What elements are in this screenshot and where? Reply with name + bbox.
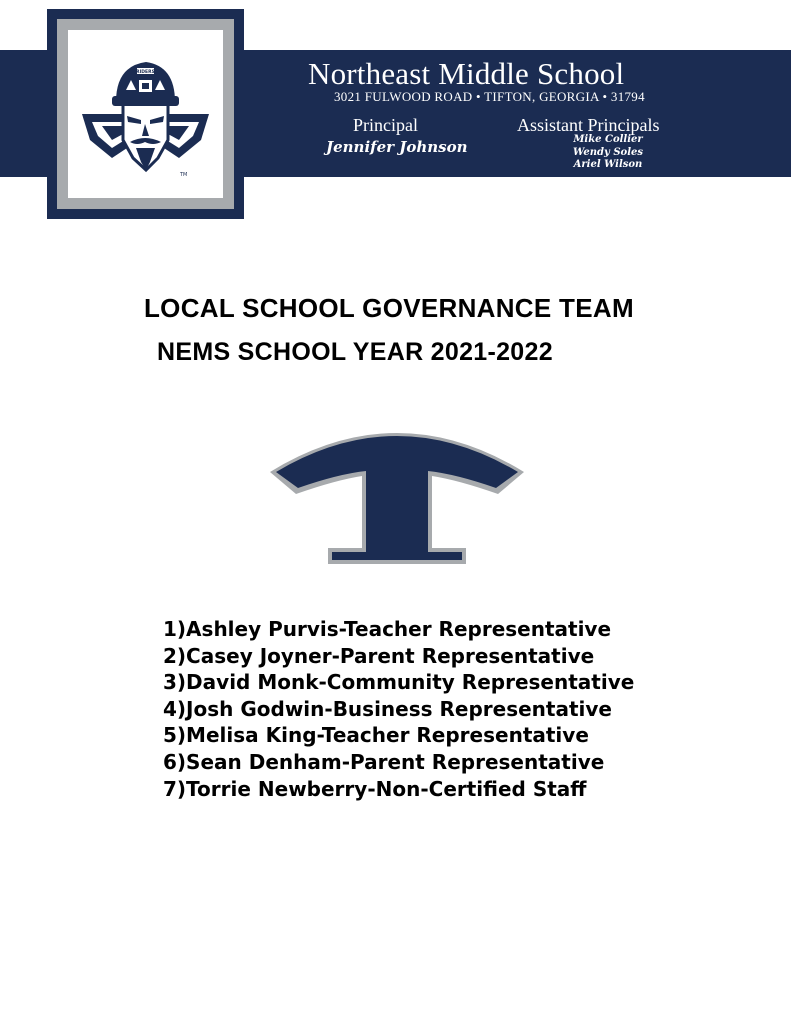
logo-border [57,19,234,209]
list-item: 2)Casey Joyner-Parent Representative [163,643,595,668]
logo-frame [47,9,244,219]
document-subtitle: NEMS SCHOOL YEAR 2021-2022 [157,338,553,366]
list-item: 1)Ashley Purvis-Teacher Representative [163,617,612,641]
assistant-principal-name: Mike Collier [573,134,643,145]
school-name: Northeast Middle School [308,56,625,91]
principal-label: Principal [353,115,418,135]
block-t-logo-icon [268,424,526,566]
assistant-principal-name: Ariel Wilson [573,159,643,170]
school-address: 3021 FULWOOD ROAD • TIFTON, GEORGIA • 31794 [334,89,645,104]
assistant-principals-label: Assistant Principals [517,115,660,135]
svg-text:TM: TM [180,172,188,178]
team-members-list [163,616,634,802]
svg-text:RIDERS: RIDERS [136,70,155,75]
list-item: 4)Josh Godwin-Business Representative [163,696,612,721]
list-item: 5)Melisa King-Teacher Representative [163,723,589,748]
list-item: 7)Torrie Newberry-Non-Certified Staff [163,776,587,801]
assistant-principals-list [548,134,668,172]
principal-name: Jennifer Johnson [326,138,468,156]
document-title: LOCAL SCHOOL GOVERNANCE TEAM [144,293,634,323]
rider-mascot-icon [68,30,223,198]
list-item: 3)David Monk-Community Representative [163,670,635,695]
logo-panel [68,30,223,198]
list-item: 6)Sean Denham-Parent Representative [163,749,605,774]
assistant-principal-name: Wendy Soles [572,146,643,158]
